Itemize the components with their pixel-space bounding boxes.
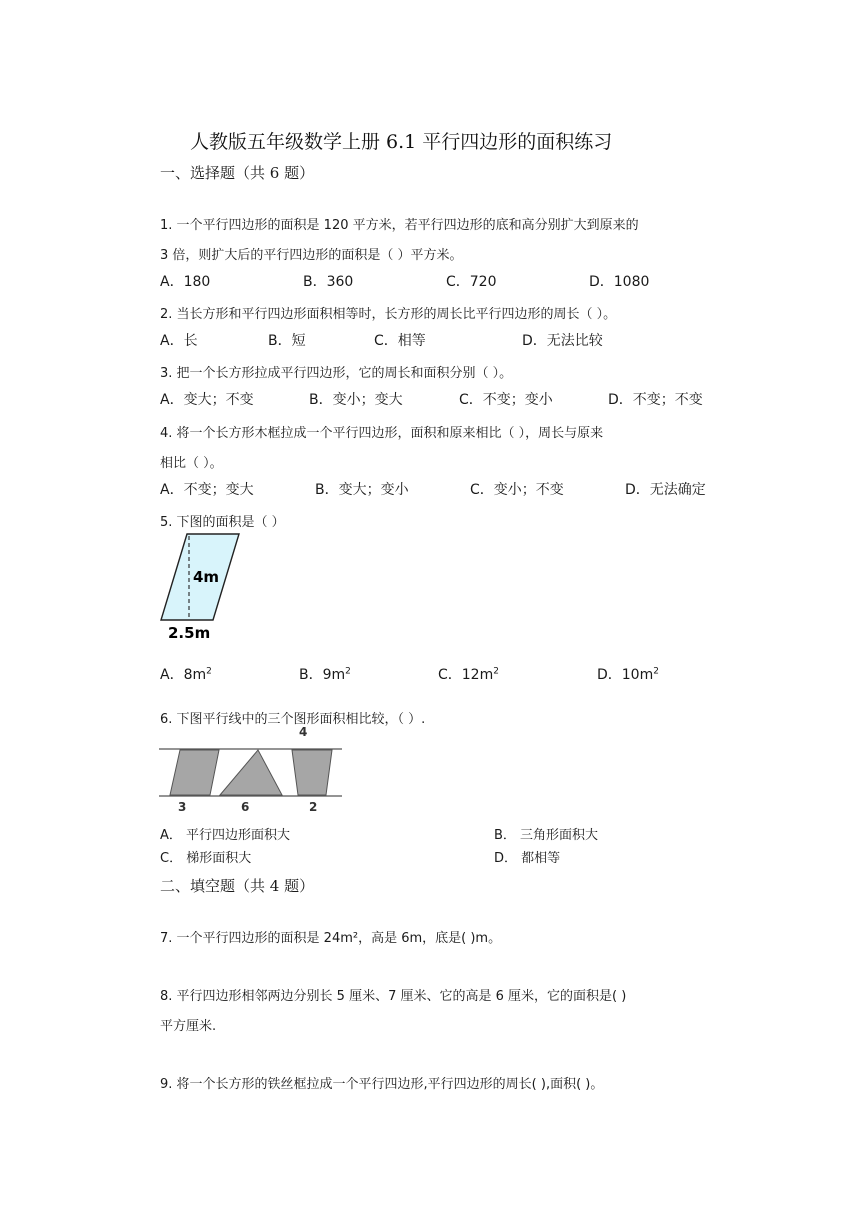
question-2-option-b: B．短 — [268, 333, 306, 349]
question-2-option-c: C．相等 — [374, 333, 426, 349]
question-4-option-c: C．变小；不变 — [470, 482, 564, 498]
question-6-option-a: A． 平行四边形面积大 — [160, 828, 291, 843]
parallelogram-figure — [155, 528, 255, 646]
figure-trapezoid — [292, 750, 332, 795]
question-3-option-c: C．不变；变小 — [459, 392, 553, 408]
question-4-line-1: 4. 将一个长方形木框拉成一个平行四边形，面积和原来相比（ ），周长与原来 — [160, 426, 604, 441]
question-8-line-2: 平方厘米. — [160, 1019, 217, 1034]
question-1-option-d: D．1080 — [589, 274, 650, 290]
section-fill-heading: 二、填空题（共 4 题） — [160, 877, 315, 895]
question-2-line-1: 2. 当长方形和平行四边形面积相等时，长方形的周长比平行四边形的周长（ ）。 — [160, 307, 617, 322]
question-6-line-1: 6. 下图平行线中的三个图形面积相比较，（ ）. — [160, 712, 426, 727]
page-title: 人教版五年级数学上册 6.1 平行四边形的面积练习 — [190, 131, 613, 153]
question-3-line-1: 3. 把一个长方形拉成平行四边形，它的周长和面积分别（ ）。 — [160, 366, 513, 381]
question-8-line-1: 8. 平行四边形相邻两边分别长 5 厘米、7 厘米、它的高是 6 厘米，它的面积是( ) — [160, 989, 627, 1004]
question-4-option-d: D．无法确定 — [625, 482, 706, 498]
height-label: 4m — [193, 568, 220, 586]
label-triangle-base: 6 — [241, 800, 250, 814]
question-1-line-1: 1. 一个平行四边形的面积是 120 平方米，若平行四边形的底和高分别扩大到原来的 — [160, 218, 639, 233]
question-6-option-b: B． 三角形面积大 — [494, 828, 599, 843]
question-2-option-d: D．无法比较 — [522, 333, 603, 349]
question-5-option-d: D．$10m^2$ — [597, 666, 659, 683]
question-4-option-b: B．变大；变小 — [315, 482, 409, 498]
section-choice-heading: 一、选择题（共 6 题） — [160, 164, 315, 182]
label-top: 4 — [299, 725, 308, 739]
question-7-line-1: 7. 一个平行四边形的面积是 24m²，高是 6m，底是( )m。 — [160, 931, 502, 946]
question-1-line-2: 3 倍，则扩大后的平行四边形的面积是（ ）平方米。 — [160, 248, 463, 263]
question-1-option-a: A．180 — [160, 274, 211, 290]
question-9-line-1: 9. 将一个长方形的铁丝框拉成一个平行四边形,平行四边形的周长( ),面积( )。 — [160, 1077, 604, 1092]
question-3-option-b: B．变小；变大 — [309, 392, 403, 408]
question-1-option-b: B．360 — [303, 274, 354, 290]
question-4-line-2: 相比（ ）。 — [160, 456, 223, 471]
question-5-option-a: A．$8m^2$ — [160, 666, 212, 683]
question-4-option-a: A．不变；变大 — [160, 482, 254, 498]
parallel-lines-figure — [155, 722, 350, 816]
question-5-option-b: B．$9m^2$ — [299, 666, 351, 683]
question-5-line-1: 5. 下图的面积是（ ） — [160, 515, 285, 530]
label-parallelogram-base: 3 — [178, 800, 187, 814]
figure-triangle — [220, 750, 282, 795]
question-5-option-c: C．$12m^2$ — [438, 666, 499, 683]
question-6-option-c: C． 梯形面积大 — [160, 851, 252, 866]
question-6-option-d: D． 都相等 — [494, 851, 561, 866]
question-2-option-a: A．长 — [160, 333, 198, 349]
question-3-option-d: D．不变；不变 — [608, 392, 703, 408]
question-3-option-a: A．变大；不变 — [160, 392, 254, 408]
label-trapezoid-base: 2 — [309, 800, 318, 814]
base-label: 2.5m — [168, 624, 211, 642]
question-1-option-c: C．720 — [446, 274, 497, 290]
figure-parallelogram — [170, 750, 219, 795]
